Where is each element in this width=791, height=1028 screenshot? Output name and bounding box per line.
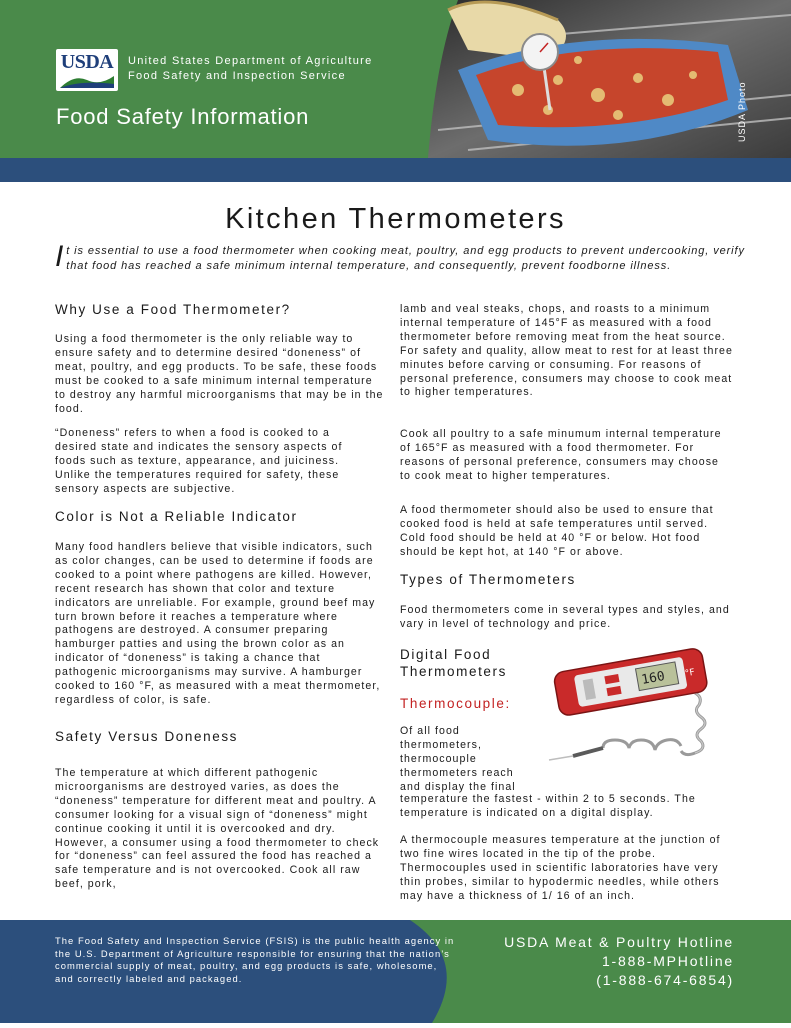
hotline-title: USDA Meat & Poultry Hotline <box>504 934 734 950</box>
thermocouple-paragraph-2 <box>400 834 736 904</box>
thermocouple-paragraph-wide <box>400 793 736 821</box>
thermocouple-text-narrow: Of all food thermometers, thermocouple thermometers reach and display the final <box>400 725 516 793</box>
right-text-2: Cook all poultry to a safe minumum internal temperature of 165°F as measured with a food thermometer. For reasons of personal preference, consumers may choose to cook meat to higher temperatures. <box>400 428 722 482</box>
types-heading: Types of Thermometers <box>400 572 576 587</box>
why-text-1: Using a food thermometer is the only reliable way to ensure safety and to determine desired “doneness” of meat, poultry, and egg products. To be safe, these foods must be cooked to a safe minimum internal temperature to destroy any harmful microorganisms that may be in the food. <box>55 333 384 415</box>
intro-text: t is essential to use a food thermometer when cooking meat, poultry, and egg products to prevent undercooking, verify that food has reached a safe minimum internal temperature, and consequently, prevent foodborne illness. <box>66 245 745 272</box>
safety-heading: Safety Versus Doneness <box>55 729 239 744</box>
color-heading: Color is Not a Reliable Indicator <box>55 509 298 524</box>
thermocouple-section <box>400 695 540 712</box>
right-text-1: lamb and veal steaks, chops, and roasts to a minimum internal temperature of 145°F as measured with a food thermometer before removing meat from the heat source. For safety and quality, allow meat to rest for at least three minutes before carving or consuming. For reasons of personal preference, consumers may choose to cook meat to higher temperatures. <box>400 303 733 399</box>
digital-section <box>400 646 525 680</box>
color-section <box>55 510 385 524</box>
thermocouple-text-2: A thermocouple measures temperature at the junction of two fine wires located in the tip of the probe. Thermocouples used in scientific laboratories have very thin probes, similar to hypodermic needles, while others may have a thickness of 1/ 16 of an inch. <box>400 834 721 902</box>
why-heading: Why Use a Food Thermometer? <box>55 302 291 317</box>
types-section <box>400 573 736 587</box>
color-paragraph <box>55 541 385 708</box>
safety-paragraph <box>55 767 380 892</box>
agency-line-1: United States Department of Agriculture <box>128 55 373 67</box>
usda-logo-text: USDA <box>60 51 114 73</box>
digital-heading: Digital Food Thermometers <box>400 647 507 679</box>
intro-paragraph <box>55 240 745 273</box>
page-title: Kitchen Thermometers <box>225 203 566 235</box>
thermocouple-paragraph-narrow <box>400 725 528 795</box>
right-paragraph-1 <box>400 303 736 400</box>
hotline-number: (1-888-674-6854) <box>596 972 734 988</box>
hotline-name: 1-888-MPHotline <box>601 953 734 969</box>
right-text-3: A food thermometer should also be used to ensure that cooked food is held at safe temperatures until served. Cold food should be held at 40 °F or below. Hot food should be kept hot, at 140 °F or above. <box>400 504 714 558</box>
types-paragraph <box>400 604 736 632</box>
device-display-value: 160 <box>640 669 667 688</box>
series-title: Food Safety Information <box>56 104 310 129</box>
agency-line-2: Food Safety and Inspection Service <box>128 70 346 82</box>
color-text: Many food handlers believe that visible indicators, such as color changes, can be used to determine if foods are cooked to a point where pathogens are killed. However, recent research has shown that color and texture indicators are unreliable. For example, ground beef may turn brown before it reaches a temperature where pathogens are destroyed. A consumer preparing hamburger patties and using the brown color as an indicator of “doneness” is taking a chance that pathogenic microorganisms may survive. A hamburger cooked to 160 °F, as measured with a meat thermometer, regardless of color, is safe. <box>55 541 381 706</box>
thermocouple-illustration <box>545 638 745 768</box>
right-paragraph-3 <box>400 504 736 560</box>
drop-cap: I <box>55 240 65 273</box>
safety-text: The temperature at which different pathogenic microorganisms are destroyed varies, as does the “doneness” temperature for different meat and poultry. A consumer looking for a visual sign of “doneness” might continue cooking it until it is overcooked and dry. However, a consumer using a food thermometer to check for “doneness” can feel assured the food has reached a safe temperature and is not overcooked. Cook all raw beef, pork, <box>55 767 380 891</box>
usda-hill-icon <box>60 74 114 88</box>
usda-logo <box>56 49 118 91</box>
why-text-2: “Doneness” refers to when a food is cooked to a desired state and indicates the sensory aspects of foods such as texture, appearance, and juiciness. Unlike the temperatures required for safety, these sensory aspects are subjective. <box>55 427 343 495</box>
safety-section <box>55 730 385 744</box>
right-paragraph-2 <box>400 428 725 484</box>
thermocouple-heading: Thermocouple: <box>400 696 511 711</box>
thermocouple-text-wide: temperature the fastest - within 2 to 5 seconds. The temperature is indicated on a digital display. <box>400 793 696 819</box>
why-section <box>55 303 385 317</box>
why-paragraph-2 <box>55 427 373 497</box>
device-display-unit: °F <box>684 667 696 680</box>
header-blue-stripe <box>0 158 791 182</box>
footer-agency-text: The Food Safety and Inspection Service (FSIS) is the public health agency in the U.S. Department of Agriculture responsible for ensuring that the nation’s commercial supply of meat, poultry, and egg products is safe, wholesome, and correctly labeled and packaged. <box>55 935 455 984</box>
why-paragraph-1 <box>55 333 385 416</box>
photo-credit-text: USDA Photo <box>737 81 747 142</box>
photo-credit <box>737 62 751 142</box>
types-text: Food thermometers come in several types and styles, and vary in level of technology and price. <box>400 604 730 630</box>
